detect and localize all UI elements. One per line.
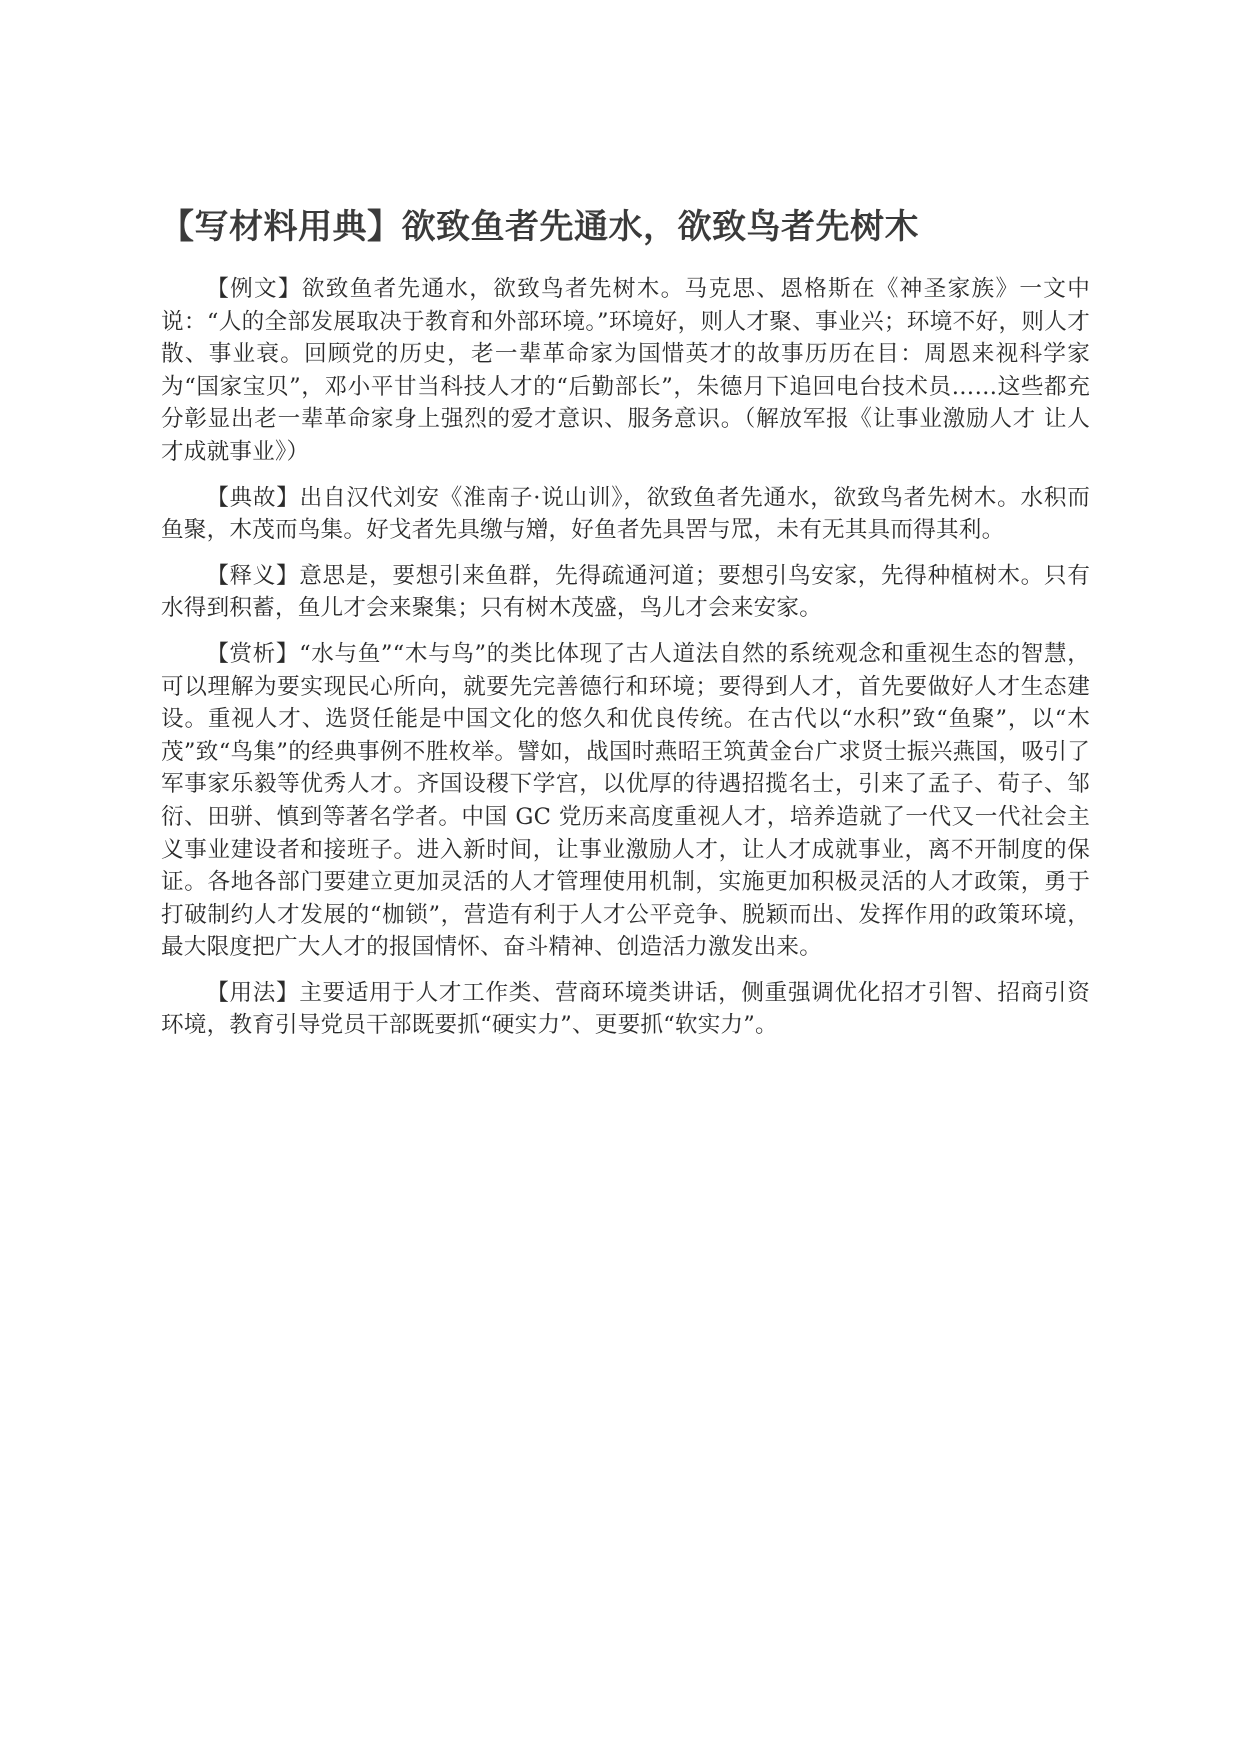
paragraph-label: 【用法】 (206, 979, 300, 1006)
paragraph-label: 【典故】 (206, 484, 300, 511)
paragraph-label: 【释义】 (206, 562, 300, 589)
paragraph-text: 意思是，要想引来鱼群，先得疏通河道；要想引鸟安家，先得种植树木。只有水得到积蓄，鱼儿才会来聚集；只有树木茂盛，鸟儿才会来安家。 (161, 562, 1090, 622)
paragraph-text: “水与鱼”“木与鸟”的类比体现了古人道法自然的系统观念和重视生态的智慧，可以理解为要实现民心所向，就要先完善德行和环境；要得到人才，首先要做好人才生态建设。重视人才、选贤任能是中国文化的悠久和优良传统。在古代以“水积”致“鱼聚”，以“木茂”致“鸟集”的经典事例不胜枚举。譬如，战国时燕昭王筑黄金台广求贤士振兴燕国，吸引了军事家乐毅等优秀人才。齐国设稷下学宫，以优厚的待遇招揽名士，引来了孟子、荀子、邹衍、田骈、慎到等著名学者。中国 GC 党历来高度重视人才，培养造就了一代又一代社会主义事业建设者和接班子。进入新时间，让事业激励人才，让人才成就事业，离不开制度的保证。各地各部门要建立更加灵活的人才管理使用机制，实施更加积极灵活的人才政策，勇于打破制约人才发展的“枷锁”，营造有利于人才公平竞争、脱颖而出、发挥作用的政策环境，最大限度把广大人才的报国情怀、奋斗精神、创造活力激发出来。 (161, 640, 1090, 961)
paragraph-meaning (161, 560, 1090, 625)
paragraph-text: 欲致鱼者先通水，欲致鸟者先树木。马克思、恩格斯在《神圣家族》一文中说：“人的全部发展取决于教育和外部环境。”环境好，则人才聚、事业兴；环境不好，则人才散、事业衰。回顾党的历史，老一辈革命家为国惜英才的故事历历在目：周恩来视科学家为“国家宝贝”，邓小平甘当科技人才的“后勤部长”，朱德月下追回电台技术员……这些都充分彰显出老一辈革命家身上强烈的爱才意识、服务意识。（解放军报《让事业激励人才 让人才成就事业》） (161, 276, 1090, 465)
document-body (161, 273, 1090, 1055)
paragraph-label: 【例文】 (206, 276, 302, 302)
paragraph-example (161, 273, 1090, 469)
paragraph-label: 【赏析】 (206, 640, 300, 667)
paragraph-text: 主要适用于人才工作类、营商环境类讲话，侧重强调优化招才引智、招商引资环境，教育引导党员干部既要抓“硬实力”、更要抓“软实力”。 (161, 979, 1090, 1039)
paragraph-appreciation (161, 638, 1090, 964)
paragraph-text: 出自汉代刘安《淮南子·说山训》，欲致鱼者先通水，欲致鸟者先树木。水积而鱼聚，木茂而鸟集。好戈者先具缴与矰，好鱼者先具罟与罛，未有无其具而得其利。 (161, 484, 1090, 544)
paragraph-usage (161, 977, 1090, 1042)
document-title: 【写材料用典】欲致鱼者先通水，欲致鸟者先树木 (160, 207, 919, 247)
paragraph-allusion (161, 482, 1090, 547)
